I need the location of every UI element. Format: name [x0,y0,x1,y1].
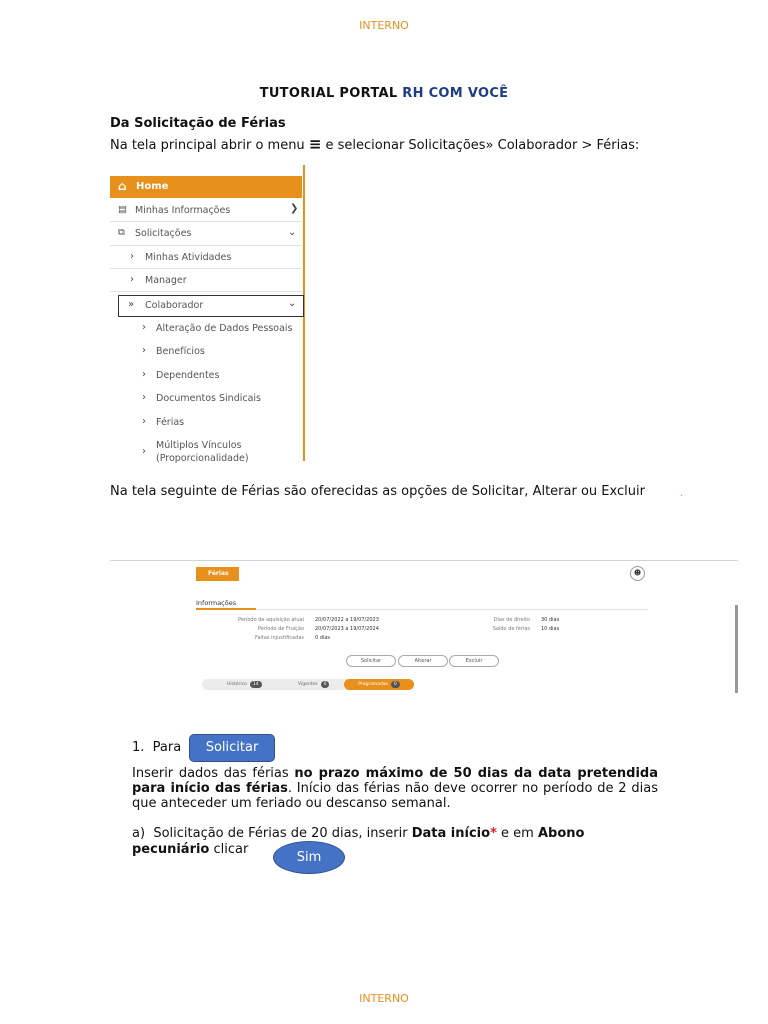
solicitar-button[interactable]: Solicitar [346,655,396,667]
chevron-right-icon: › [142,345,146,356]
menu-item-multiplos[interactable]: Múltiplos Vínculos [156,440,242,451]
sim-button[interactable]: Sim [273,841,345,874]
chevron-right-icon: › [142,392,146,403]
menu-item-manager[interactable]: Manager [145,275,187,286]
solicitar-callout-button[interactable]: Solicitar [189,734,275,762]
status-tabs [202,679,414,690]
requests-icon: ⧉ [118,227,125,238]
chevron-right-icon: › [130,274,134,285]
menu-item-multiplos-sub: (Proporcionalidade) [156,453,249,464]
chevron-right-icon: › [142,322,146,333]
intro-text: Na tela principal abrir o menu ≡ e selecionar Solicitações» Colaborador > Férias: [110,135,640,153]
menu-item-minhas-atividades[interactable]: Minhas Atividades [145,252,232,263]
section-heading: Da Solicitação de Férias [110,116,286,131]
paragraph-options: Na tela seguinte de Férias são oferecidas as opções de Solicitar, Alterar ou Excluir [110,484,645,499]
paragraph-instruction-a: a) Solicitação de Férias de 20 dias, inserir Data início* e em Abono pecuniário clicar [132,826,585,857]
double-chevron-icon: » [128,299,135,310]
user-icon[interactable]: ☻ [630,566,645,581]
excluir-button[interactable]: Excluir [449,655,499,667]
menu-item-beneficios[interactable]: Benefícios [156,346,205,357]
tab-vigentes[interactable]: Vigentes 0 [298,679,329,690]
alterar-button[interactable]: Alterar [398,655,448,667]
footer-classification: INTERNO [359,992,409,1005]
menu-item-dependentes[interactable]: Dependentes [156,370,220,381]
document-icon: ▤ [118,204,127,215]
menu-item-solicitacoes[interactable]: Solicitações [135,228,192,239]
chevron-down-icon: ⌄ [288,227,297,238]
scrollbar[interactable] [735,605,738,693]
chevron-down-icon: ⌄ [288,298,297,309]
menu-screenshot: ⌂ Home ▤ Minhas Informações ❯ ⧉ Solicitações ⌄ › Minhas Atividades › Manager » Colaborador ⌄ › Alteração de Dados Pessoais › Benefícios › Dependentes › Documentos Sindicais › Férias › Múltiplos Vínculos (Proporcionalidade) [110,165,305,461]
tab-historico[interactable]: Histórico 14 [227,679,262,690]
ferias-screenshot: Férias ☻ Informações Período de aquisição atual 20/07/2022 a 19/07/2023 Período de Fruição 20/07/2023 a 19/07/2024 Faltas injustificadas 0 dias Dias de direito 30 dias Saldo de férias 10 dias Solicitar Alterar Excluir Histórico 14 Vigentes 0 Programadas 0 [110,560,738,696]
informacoes-heading: Informações [196,599,237,607]
chevron-right-icon: › [130,251,134,262]
menu-item-ferias[interactable]: Férias [156,417,185,428]
paragraph-rules: Inserir dados das férias no prazo máximo de 50 dias da data pretendida para início das férias. Início das férias não deve ocorrer no período de 2 dias que anteceder um feriado ou descanso semanal. [132,766,658,811]
menu-item-alteracao[interactable]: Alteração de Dados Pessoais [156,323,293,334]
chevron-right-icon: › [142,369,146,380]
ferias-tab[interactable]: Férias [196,567,239,581]
header-classification: INTERNO [359,19,409,32]
menu-item-documentos[interactable]: Documentos Sindicais [156,393,261,404]
chevron-right-icon: › [142,416,146,427]
step-1: 1. Para [132,740,182,755]
chevron-right-icon: › [142,446,146,457]
hamburger-menu-icon: ≡ [308,135,322,153]
menu-home[interactable]: ⌂ Home [110,176,302,198]
page-title: TUTORIAL PORTAL RH COM VOCÊ [259,86,509,101]
tab-programadas[interactable]: Programadas 0 [344,679,414,690]
menu-item-minhas-informacoes[interactable]: Minhas Informações [135,205,231,216]
chevron-right-icon: ❯ [290,203,299,214]
home-icon: ⌂ [118,179,127,193]
